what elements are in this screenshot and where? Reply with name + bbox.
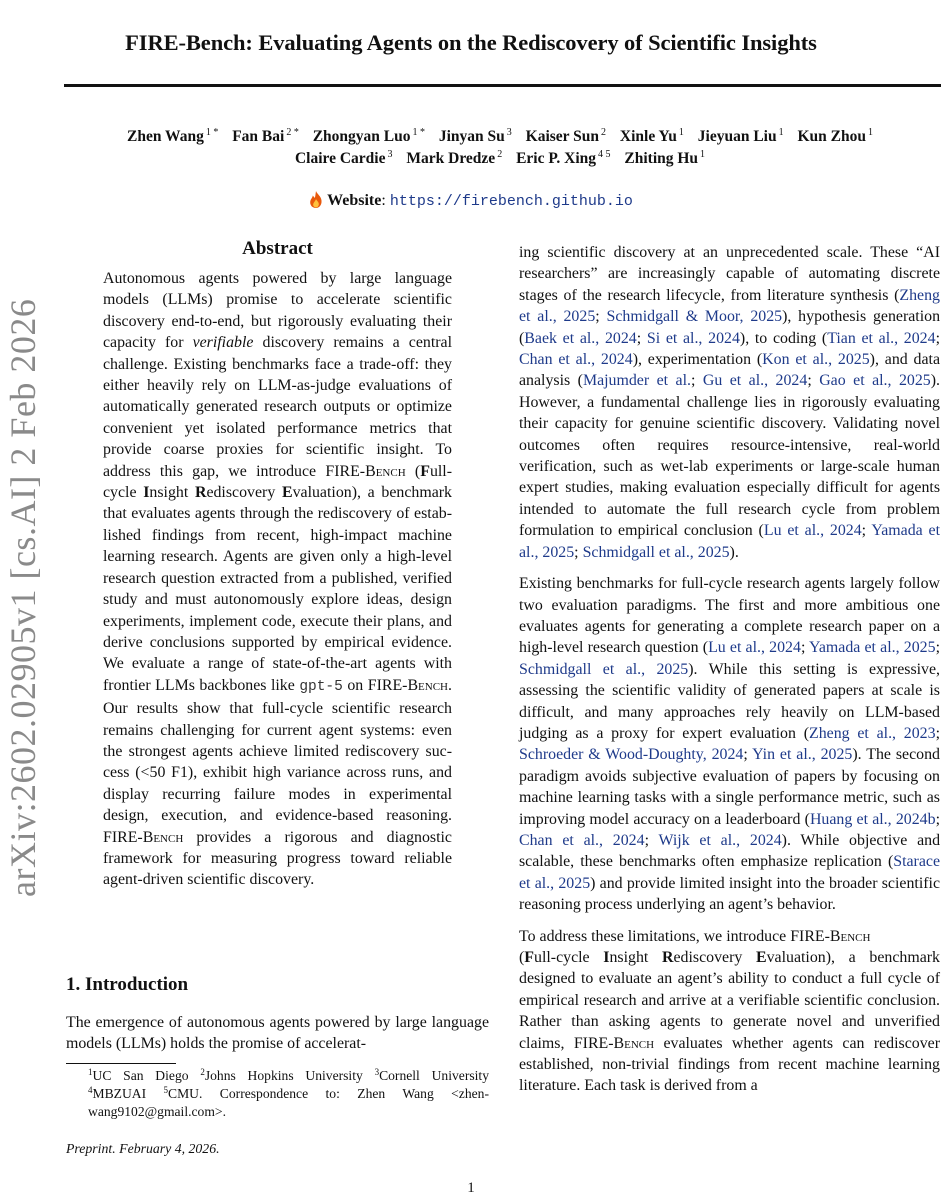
citation-link[interactable]: Gu et al., 2024 (702, 372, 808, 390)
page-number: 1 (467, 1180, 475, 1196)
author-list (60, 126, 940, 170)
citation-link[interactable]: Kon et al., 2025 (762, 351, 870, 369)
paper-title: FIRE-Bench: Evaluating Agents on the Rediscovery of Scientific Insights (125, 30, 817, 55)
citation-link[interactable]: Chan et al., 2024 (519, 351, 633, 369)
affiliation-footnote: $^1$UC San Diego $^2$Johns Hopkins University $^3$Cornell University $^4$MBZUAI $^5$CMU. Correspondence to: Zhen Wang <zhenwang9102@gmail.com>. (88, 1067, 489, 1119)
footnote-rule (66, 1063, 176, 1064)
citation-link[interactable]: Schroeder & Wood-Doughty, 2024 (519, 746, 744, 764)
citation-link[interactable]: Lu et al., 2024 (708, 639, 801, 657)
paragraph: To address these limitations, we introduce FIRE-Bench (Full-cycle Insight Rediscovery Evaluation), a benchmark designed to evaluate an agent’s ability to conduct a full cycle of empirical research and arrive at a verifiable scientific conclusion. Rather than asking agents to generate novel and unverified claims, FIRE-Bench evaluates whether agents can rediscover established, non-trivial findings from recent machine learning literature. Each task is derived from a (519, 927, 941, 1095)
citation-link[interactable]: Si et al., 2024 (646, 329, 740, 347)
introduction-left-text: The emergence of autonomous agents powered by large language models (LLMs) holds the promise of accelerat- (66, 1014, 489, 1053)
citation-link[interactable]: Yin et al., 2025 (752, 746, 853, 764)
paragraph: Existing benchmarks for full-cycle research agents largely follow two evaluation paradigms. The first and more ambitious one evaluates agents for generating a complete research paper on a high-level research question (Lu et al., 2024; Yamada et al., 2025; Schmidgall et al., 2025). While this setting is expressive, assessing the scientific validity of generated papers at scale is difficult, and many approaches rely heavily on LLM-based judging as a proxy for expert evaluation (Zheng et al., 2023; Schroeder & Wood-Doughty, 2024; Yin et al., 2025). The second paradigm avoids subjective evaluation of papers by focusing on machine learning tasks with a single performance metric, such as improving model accuracy on a leaderboard (Huang et al., 2024b; Chan et al., 2024; Wijk et al., 2024). While objective and scalable, these benchmarks often emphasize replication (Starace et al., 2025) and provide limited insight into the broader scientific reasoning process underlying an agent’s behavior. (519, 575, 941, 914)
citation-link[interactable]: Schmidgall et al., 2025 (582, 543, 730, 561)
website-label: Website (327, 192, 382, 209)
author: Xinle Yu $^1$ (619, 127, 684, 145)
arxiv-stamp: arXiv:2602.02905v1 [cs.AI] 2 Feb 2026 (3, 298, 43, 897)
citation-link[interactable]: Starace et al., 2025 (519, 853, 940, 892)
citation-link[interactable]: Chan et al., 2024 (519, 831, 645, 849)
author: Claire Cardie $^3$ (294, 149, 393, 167)
citation-link[interactable]: Zheng et al., 2025 (519, 286, 940, 326)
title-rule (64, 84, 941, 87)
abstract-heading: Abstract (242, 238, 313, 259)
benchmark-name: FIRE-Bench (325, 462, 406, 480)
citation-link[interactable]: Yamada et al., 2025 (519, 522, 940, 561)
author: Jieyuan Liu $^1$ (697, 127, 784, 145)
section-heading-introduction: 1. Introduction (66, 974, 189, 995)
author: Zhen Wang $^{1 *}$ (127, 127, 219, 145)
citation-link[interactable]: Huang et al., 2024b (809, 810, 936, 828)
citation-link[interactable]: Yamada et al., 2025 (808, 639, 936, 657)
citation-link[interactable]: Zheng et al., 2023 (809, 724, 936, 742)
fire-icon (309, 191, 323, 208)
introduction-right-column (519, 242, 940, 1097)
author: Zhiting Hu $^1$ (624, 149, 706, 167)
citation-link[interactable]: Baek et al., 2024 (524, 329, 637, 347)
citation-link[interactable]: Schmidgall & Moor, 2025 (606, 308, 783, 326)
website-line: Website: https://firebench.github.io (0, 191, 942, 210)
author: Zhongyan Luo $^{1 *}$ (312, 127, 425, 145)
citation-link[interactable]: Tian et al., 2024 (827, 329, 936, 347)
citation-link[interactable]: Gao et al., 2025 (819, 372, 931, 390)
author: Kaiser Sun $^2$ (525, 127, 607, 145)
author: Mark Dredze $^2$ (406, 149, 503, 167)
author: Eric P. Xing $^{4 5}$ (516, 149, 611, 167)
preprint-note: Preprint. February 4, 2026. (66, 1141, 220, 1156)
citation-link[interactable]: Wijk et al., 2024 (658, 831, 782, 849)
website-link[interactable]: https://firebench.github.io (389, 193, 633, 210)
paragraph: ing scientific discovery at an unprecedented scale. These “AI researchers” are increasingly capable of automating discrete stages of the research lifecycle, from literature synthesis (Zheng et al., 2025; Schmidgall & Moor, 2025), hypothesis generation (Baek et al., 2024; Si et al., 2024), to coding (Tian et al., 2024; Chan et al., 2024), experimentation (Kon et al., 2025), and data analysis (Majumder et al.; Gu et al., 2024; Gao et al., 2025). However, a fundamental challenge lies in rigorously evaluating their capacity for genuine scientific discovery. Validating novel outcomes often requires resource-intensive, real-world verification, such as wet-lab experiments or large-scale human expert studies, making evaluation especially difficult for agents intended to automate the full research cycle from problem formulation to empirical conclusion (Lu et al., 2024; Yamada et al., 2025; Schmidgall et al., 2025). (519, 244, 941, 561)
model-name: gpt-5 (299, 678, 343, 695)
citation-link[interactable]: Lu et al., 2024 (763, 522, 862, 540)
citation-link[interactable]: Schmidgall et al., 2025 (519, 660, 689, 678)
abstract-body: Autonomous agents powered by large language models (LLMs) promise to accelerate scientific discovery end-to-end, but rigorously evaluating their capacity for verifiable discovery remains a central challenge. Existing benchmarks face a trade-off: they either heavily rely on LLM-as-judge evaluations of automatically generated research outputs or optimize convenient yet isolated performance metrics that provide coarse proxies for scientific insight. To address this gap, we introduce FIRE-Bench (Full-cycle Insight Rediscovery Evaluation), a benchmark that evaluates agents through the rediscovery of established findings from recent, high-impact machine learning research. Agents are given only a high-level research question extracted from a published, verified study and must autonomously explore ideas, design experiments, implement code, execute their plans, and derive conclusions supported by empirical evidence. We evaluate a range of state-of-the-art agents with frontier LLMs backbones like gpt-5 on FIRE-Bench. Our results show that full-cycle scientific research remains challenging for current agent systems: even the strongest agents achieve limited rediscovery success (<50 F1), exhibit high variance across runs, and display recurring failure modes in experimental design, execution, and evidence-based reasoning. FIRE-Bench provides a rigorous and diagnostic framework for measuring progress toward reliable agent-driven scientific discovery. (103, 270, 453, 889)
author: Kun Zhou $^1$ (797, 127, 873, 145)
citation-link[interactable]: Majumder et al. (582, 372, 691, 390)
author: Fan Bai $^{2 *}$ (232, 127, 299, 145)
author: Jinyan Su $^3$ (438, 127, 512, 145)
